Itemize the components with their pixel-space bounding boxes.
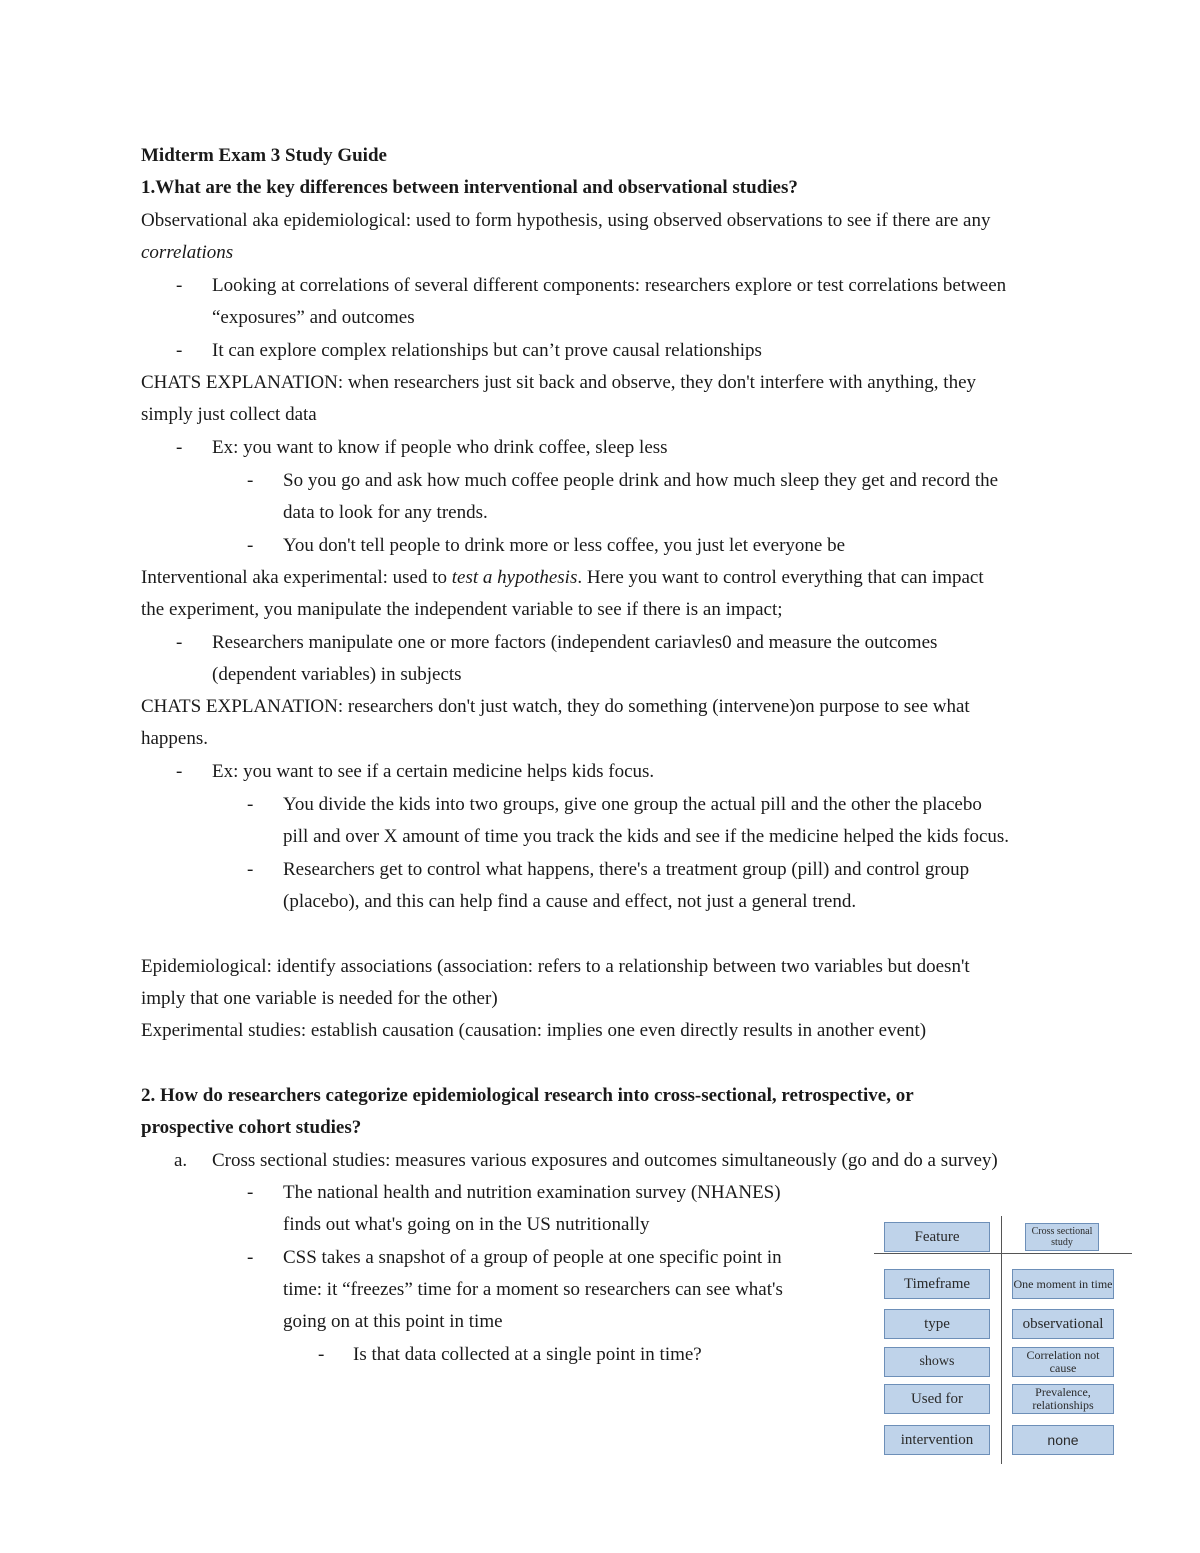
- table-row-label-timeframe: Timeframe: [884, 1269, 990, 1299]
- interventional-text-a: Interventional aka experimental: used to: [141, 567, 452, 588]
- document-title: Midterm Exam 3 Study Guide: [141, 145, 387, 166]
- epidemiological-summary-line2: imply that one variable is needed for the other): [141, 988, 498, 1009]
- table-row-value-shows: Correlation not cause: [1012, 1347, 1114, 1377]
- bullet-dash: -: [176, 437, 183, 458]
- bullet-dash: -: [318, 1344, 325, 1365]
- bullet-dash: -: [247, 794, 254, 815]
- css-snapshot-line3: going on at this point in time: [283, 1311, 503, 1332]
- bullet-dash: -: [176, 632, 183, 653]
- table-row-value-timeframe: One moment in time: [1012, 1269, 1114, 1299]
- chats-explanation2-line2: happens.: [141, 728, 209, 749]
- observational-bullet1-line2: “exposures” and outcomes: [212, 307, 415, 328]
- css-snapshot-line2: time: it “freezes” time for a moment so researchers can see what's: [283, 1279, 783, 1300]
- observational-definition-line2: correlations: [141, 242, 234, 263]
- example1-sub1-line2: data to look for any trends.: [283, 502, 488, 523]
- interventional-text-c: . Here you want to control everything that can impact: [577, 567, 984, 588]
- table-divider-horizontal: [874, 1253, 1132, 1254]
- example2-sub2-line1: Researchers get to control what happens, there's a treatment group (pill) and control group: [283, 859, 970, 880]
- table-row-label-type: type: [884, 1309, 990, 1339]
- table-row-label-shows: shows: [884, 1347, 990, 1377]
- example1-sub2: You don't tell people to drink more or less coffee, you just let everyone be: [283, 535, 846, 556]
- q2-heading-line2: prospective cohort studies?: [141, 1117, 362, 1138]
- list-marker-a: a.: [174, 1150, 188, 1171]
- interventional-bullet-line2: (dependent variables) in subjects: [212, 664, 462, 685]
- nhanes-line1: The national health and nutrition examination survey (NHANES): [283, 1182, 781, 1203]
- interventional-definition-line1: [141, 562, 984, 594]
- table-row-label-intervention: intervention: [884, 1425, 990, 1455]
- example2-sub1-line2: pill and over X amount of time you track the kids and see if the medicine helped the kids focus.: [283, 826, 1010, 847]
- bullet-dash: -: [247, 470, 254, 491]
- epidemiological-summary-line1: Epidemiological: identify associations (association: refers to a relationship between two variables but doesn't: [141, 956, 970, 977]
- observational-definition-line1: Observational aka epidemiological: used to form hypothesis, using observed observations to see if there are any: [141, 210, 991, 231]
- bullet-dash: -: [176, 340, 183, 361]
- css-snapshot-line1: CSS takes a snapshot of a group of people at one specific point in: [283, 1247, 782, 1268]
- table-header-feature: Feature: [884, 1222, 990, 1252]
- q2-heading-line1: 2. How do researchers categorize epidemiological research into cross-sectional, retrospective, or: [141, 1085, 914, 1106]
- chats-explanation1-line1: CHATS EXPLANATION: when researchers just sit back and observe, they don't interfere with anything, they: [141, 372, 977, 393]
- nhanes-line2: finds out what's going on in the US nutritionally: [283, 1214, 650, 1235]
- single-point-question: Is that data collected at a single point in time?: [353, 1344, 702, 1365]
- table-row-value-intervention: none: [1012, 1425, 1114, 1455]
- table-header-cross-sectional: Cross sectional study: [1025, 1223, 1099, 1251]
- cross-sectional-definition: Cross sectional studies: measures various exposures and outcomes simultaneously (go and do a survey): [212, 1150, 998, 1171]
- bullet-dash: -: [247, 535, 254, 556]
- example1: Ex: you want to know if people who drink coffee, sleep less: [212, 437, 668, 458]
- table-row-value-used-for: Prevalence, relationships: [1012, 1384, 1114, 1414]
- bullet-dash: -: [247, 1247, 254, 1268]
- interventional-text-italic: test a hypothesis: [451, 567, 578, 588]
- bullet-dash: -: [176, 761, 183, 782]
- bullet-dash: -: [176, 275, 183, 296]
- interventional-bullet-line1: Researchers manipulate one or more factors (independent cariavles0 and measure the outcomes: [212, 632, 938, 653]
- q1-heading: 1.What are the key differences between interventional and observational studies?: [141, 177, 798, 198]
- bullet-dash: -: [247, 859, 254, 880]
- table-row-value-type: observational: [1012, 1309, 1114, 1339]
- cross-sectional-feature-table: [870, 1216, 1135, 1466]
- example2-sub2-line2: (placebo), and this can help find a cause and effect, not just a general trend.: [283, 891, 857, 912]
- observational-bullet2: It can explore complex relationships but can’t prove causal relationships: [212, 340, 762, 361]
- example2-sub1-line1: You divide the kids into two groups, give one group the actual pill and the other the placebo: [283, 794, 982, 815]
- example2: Ex: you want to see if a certain medicine helps kids focus.: [212, 761, 655, 782]
- example1-sub1-line1: So you go and ask how much coffee people drink and how much sleep they get and record the: [283, 470, 999, 491]
- chats-explanation2-line1: CHATS EXPLANATION: researchers don't just watch, they do something (intervene)on purpose to see what: [141, 696, 970, 717]
- interventional-definition-line2: the experiment, you manipulate the independent variable to see if there is an impact;: [141, 599, 783, 620]
- table-row-label-used-for: Used for: [884, 1384, 990, 1414]
- bullet-dash: -: [247, 1182, 254, 1203]
- chats-explanation1-line2: simply just collect data: [141, 404, 317, 425]
- observational-bullet1-line1: Looking at correlations of several different components: researchers explore or test correlations between: [212, 275, 1007, 296]
- experimental-summary: Experimental studies: establish causation (causation: implies one even directly results in another event): [141, 1020, 927, 1041]
